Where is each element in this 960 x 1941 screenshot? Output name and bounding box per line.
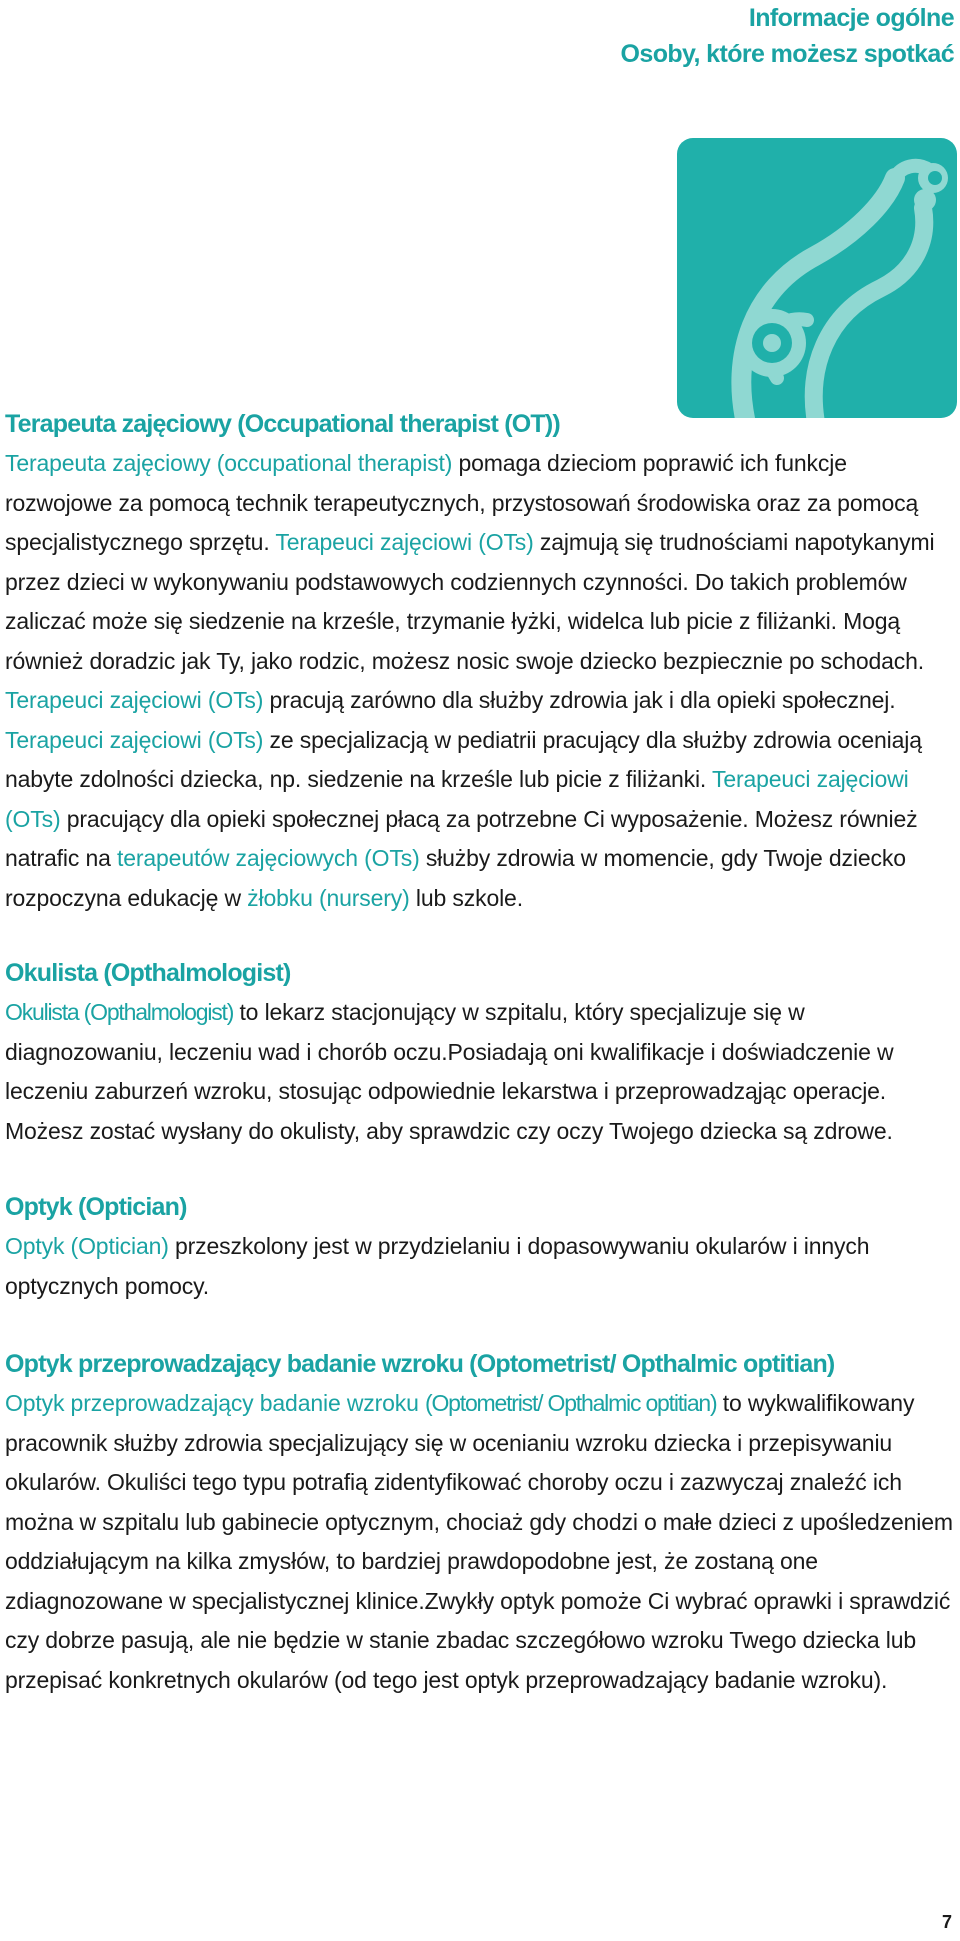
section-body-optometrist xyxy=(5,1384,960,1700)
body-text: zajmują się trudnościami napotykanymi przez dzieci w wykonywaniu podstawowych codziennych czynności. Do takich problemów zaliczać może się siedzenie na krześle, trzymanie łyżki, widelca lub picie z filiżanki. Mogą również doradzic jak Ty, jako rodzic, możesz nosic swoje dziecko bezpiecznie po schodach. xyxy=(5,529,935,674)
body-text: to wykwalifikowany pracownik służby zdrowia specjalizujący się w ocenianiu wzroku dziecka i przepisywaniu okularów. Okuliści tego typu potrafią zidentyfikować choroby oczu i zazwyczaj znaleźć ich można w szpitalu lub gabinecie optycznym, chociaż gdy chodzi o małe dzieci z upośledzeniem oddziałującym na kilka zmysłów, to bardziej prawdopodobne jest, że zostaną one zdiagnozowane w specjalistycznej klinice.Zwykły optyk pomoże Ci wybrać oprawki i sprawdzić czy dobrze pasują, ale nie będzie w stanie zbadac szczegółowo wzroku Twego dziecka lub przepisać konkretnych okularów (od tego jest optyk przeprowadzający badanie wzroku). xyxy=(5,1390,953,1693)
section-body-optician xyxy=(5,1227,960,1306)
highlighted-term: Terapeuci zajęciowi (OTs) xyxy=(275,529,534,555)
highlighted-term: Terapeuci zajęciowi (OTs) xyxy=(5,766,909,832)
header-subsection-title: Osoby, które możesz spotkać xyxy=(620,40,954,68)
stethoscope-logo xyxy=(677,138,957,418)
body-text: to lekarz stacjonujący w szpitalu, który specjalizuje się w diagnozowaniu, leczeniu wad i chorób oczu.Posiadają oni kwalifikacje i doświadczenie w leczeniu zaburzeń wzroku, stosując odpowiednie lekarstwa i przeprowadząjąc operacje. Możesz zostać wysłany do okulisty, aby sprawdzic czy oczy Twojego dziecka są zdrowe. xyxy=(5,999,894,1144)
highlighted-term: Terapeuci zajęciowi (OTs) xyxy=(5,726,264,753)
article-content xyxy=(5,404,960,1700)
body-text: ze specjalizacją w pediatrii pracujący dla służby zdrowia oceniają nabyte zdolności dziecka, np. siedzenie na krześle lub picie z filiżanki. xyxy=(5,726,922,792)
highlighted-term: (Optometrist/ Opthalmic optitian) xyxy=(425,1390,717,1416)
highlighted-term: Optyk przeprowadzający badanie wzroku xyxy=(5,1390,426,1416)
section-body-occupational-therapist xyxy=(5,444,960,918)
body-text: lub szkole. xyxy=(409,884,523,911)
section-title-opthalmologist: Okulista (Opthalmologist) xyxy=(5,959,291,987)
body-text: pracują zarówno dla służby zdrowia jak i dla opieki społecznej. xyxy=(263,687,896,713)
section-body-opthalmologist xyxy=(5,993,960,1151)
highlighted-term: Terapeuci zajęciowi (OTs) xyxy=(5,687,264,713)
body-text: pomaga dzieciom poprawić ich funkcje rozwojowe za pomocą technik terapeutycznych, przystosowań środowiska oraz za pomocą specjalistycznego sprzętu. xyxy=(5,450,919,555)
body-text: służby zdrowia w momencie, gdy Twoje dziecko rozpoczyna edukację w xyxy=(5,845,906,911)
section-title-optometrist: Optyk przeprowadzający badanie wzroku (Optometrist/ Opthalmic optitian) xyxy=(5,1350,835,1378)
highlighted-term: Optyk (Optician) xyxy=(5,1233,169,1259)
highlighted-term: żłobku (nursery) xyxy=(247,884,410,911)
highlighted-term: Okulista (Opthalmologist) xyxy=(5,999,234,1025)
section-title-optician: Optyk (Optician) xyxy=(5,1193,187,1221)
highlighted-term: terapeutów zajęciowych (OTs) xyxy=(117,845,420,871)
stethoscope-icon xyxy=(677,138,957,418)
section-title-occupational-therapist: Terapeuta zajęciowy (Occupational therapist (OT)) xyxy=(5,410,560,438)
page-header xyxy=(621,0,954,72)
body-text: pracujący dla opieki społecznej płacą za potrzebne Ci wyposażenie. Możesz również natrafic na xyxy=(5,805,918,871)
page-number: 7 xyxy=(941,1912,952,1932)
header-section-title: Informacje ogólne xyxy=(748,4,954,32)
body-text: przeszkolony jest w przydzielaniu i dopasowywaniu okularów i innych optycznych pomocy. xyxy=(5,1233,870,1299)
highlighted-term: Terapeuta zajęciowy (occupational therapist) xyxy=(5,450,453,476)
